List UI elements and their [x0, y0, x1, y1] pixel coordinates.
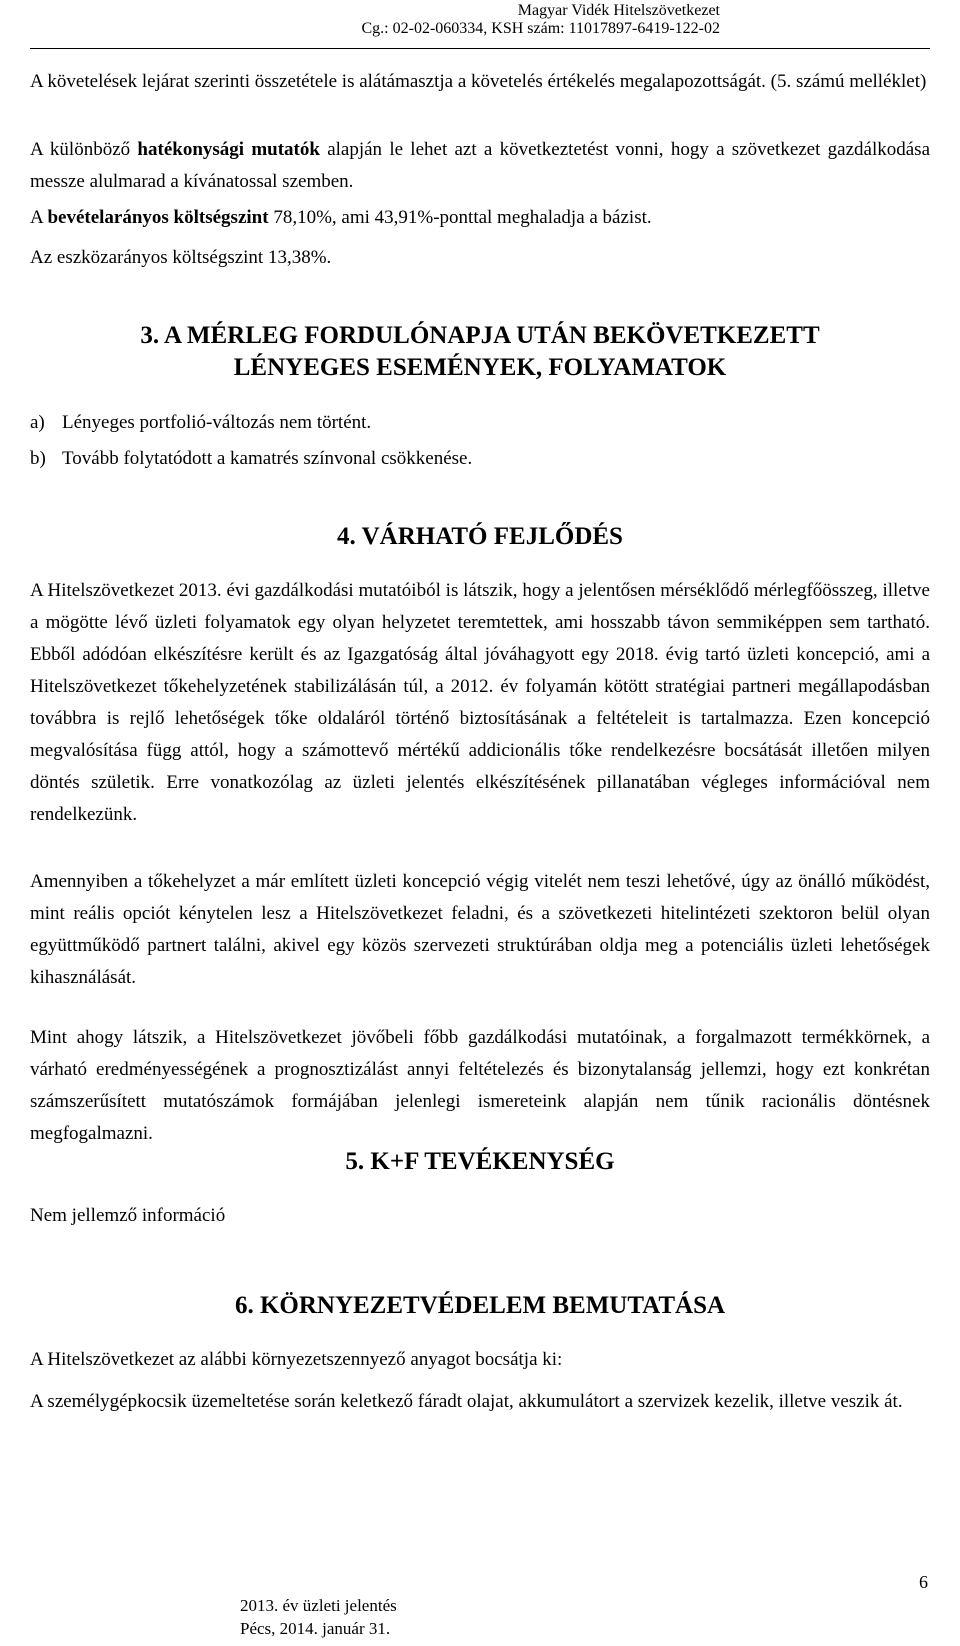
footer-date: Pécs, 2014. január 31.	[240, 1619, 391, 1638]
section-4-paragraph-2: Amennyiben a tőkehelyzet a már említett üzleti koncepció végig vitelét nem teszi lehetővé, úgy az önálló működést, mint reális opciót kénytelen lesz a Hitelszövetkezet feladni, és a szövetkezeti hitelintézeti szektoron belül olyan együttműködő partnert találni, akivel egy közös szervezeti struktúrában oldja meg a potenciális üzleti lehetőségek kihasználását.	[30, 871, 930, 988]
text-run: A	[30, 207, 48, 228]
section-5-title: 5. K+F TEVÉKENYSÉG	[345, 1148, 615, 1175]
section-4-paragraph-3: Mint ahogy látszik, a Hitelszövetkezet jövőbeli főbb gazdálkodási mutatóinak, a forgalmazott termékkörnek, a várható eredményességének a prognosztizálást annyi feltételezés és bizonytalanság jellemzi, hogy ezt konkrétan számszerűsített mutatószámok formájában jelenlegi ismereteink alapján nem tűnik racionális döntésnek megfogalmazni.	[30, 1027, 930, 1144]
text-run: alapján le lehet azt a következtetést vonni, hogy a szövetkezet gazdálkodása messze alulmarad a kívánatossal szemben.	[30, 139, 930, 192]
section-6-paragraph-2: A személygépkocsik üzemeltetése során keletkező fáradt olajat, akkumulátort a szervizek kezelik, illetve veszik át.	[30, 1391, 903, 1412]
list-item-text: Lényeges portfolió-változás nem történt.	[62, 412, 372, 433]
section-3-title-line-1: 3. A MÉRLEG FORDULÓNAPJA UTÁN BEKÖVETKEZETT	[140, 322, 820, 349]
section-5-text: Nem jellemző információ	[30, 1205, 226, 1226]
text-run: A különböző	[30, 139, 138, 160]
section-6-title: 6. KÖRNYEZETVÉDELEM BEMUTATÁSA	[234, 1292, 726, 1319]
footer-report-title: 2013. év üzleti jelentés	[240, 1596, 397, 1615]
intro-paragraph-4: Az eszközarányos költségszint 13,38%.	[30, 247, 332, 268]
intro-paragraph-1: A követelések lejárat szerinti összetétele is alátámasztja a követelés értékelés megalapozottságát. (5. számú melléklet)	[30, 71, 927, 92]
section-4-title: 4. VÁRHATÓ FEJLŐDÉS	[337, 523, 623, 550]
bold-term: bevételarányos költségszint	[47, 207, 269, 228]
list-item	[30, 407, 371, 439]
intro-paragraph-2	[30, 134, 930, 198]
footer	[240, 1594, 397, 1640]
section-3-title	[30, 320, 930, 384]
list-item	[30, 443, 472, 475]
header-divider	[30, 48, 930, 49]
header-registration: Cg.: 02-02-060334, KSH szám: 11017897-6419-122-02	[361, 20, 720, 37]
section-6-paragraph-1: A Hitelszövetkezet az alábbi környezetszennyező anyagot bocsátja ki:	[30, 1349, 563, 1370]
header-org-name: Magyar Vidék Hitelszövetkezet	[517, 2, 720, 19]
section-4-paragraph-1: A Hitelszövetkezet 2013. évi gazdálkodási mutatóiból is látszik, hogy a jelentősen mérséklődő mérlegfőösszeg, illetve a mögötte lévő üzleti folyamatok egy olyan helyzetet teremtettek, ami hosszabb távon semmiképpen sem tartható. Ebből adódóan elkészítésre került és az Igazgatóság által jóváhagyott egy 2018. évig tartó üzleti koncepció, ami a Hitelszövetkezet tőkehelyzetének stabilizálásán túl, a 2012. év folyamán kötött stratégiai partneri megállapodásban továbbra is rejlő lehetőségek tőke oldaláról történő biztosításának a feltételeit is tartalmazza. Ezen koncepció megvalósítása függ attól, hogy a számottevő mértékű addicionális tőke rendelkezésre bocsátását illetően milyen döntés születik. Erre vonatkozólag az üzleti jelentés elkészítésének pillanatában végleges információval nem rendelkezünk.	[30, 580, 930, 825]
list-marker: a)	[30, 412, 45, 433]
page-header	[240, 2, 720, 38]
list-marker: b)	[30, 448, 46, 469]
section-3-title-line-2: LÉNYEGES ESEMÉNYEK, FOLYAMATOK	[233, 354, 727, 381]
list-item-text: Tovább folytatódott a kamatrés színvonal csökkenése.	[62, 448, 473, 469]
text-run: 78,10%, ami 43,91%-ponttal meghaladja a bázist.	[268, 207, 652, 228]
intro-paragraph-3	[30, 202, 930, 234]
page-number: 6	[919, 1572, 928, 1592]
bold-term: hatékonysági mutatók	[137, 139, 320, 160]
